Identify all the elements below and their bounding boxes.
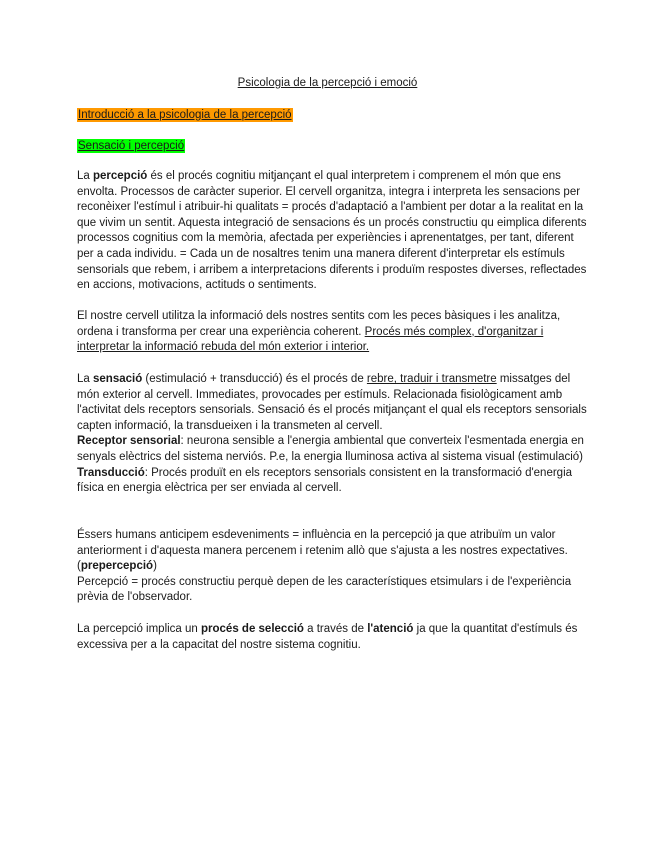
text-run: (estimulació + transducció) és el procés de	[142, 373, 367, 385]
text-run: missatges del món exterior al cervell. Immediates, provocades per estímuls. Relacionada fisiològicament amb l'activitat dels receptors sensorials. Sensació és el procés mitjançant el qual els receptors sensorials capten informació, la transdueixen i la transmeten al cervell.	[77, 373, 587, 432]
text-run: ja que la quantitat d'estímuls és excessiva per a la capacitat del nostre sistema cognitiu.	[77, 623, 578, 651]
heading-introduction: Introducció a la psicologia de la percepció	[78, 109, 292, 121]
paragraph-selection	[77, 622, 587, 653]
paragraph-perception	[77, 169, 587, 294]
underlined-text: rebre, traduir i transmetre	[366, 373, 497, 385]
text-run: és el procés cognitiu mitjançant el qual interpretem i comprenem el món que ens envolta. Processos de caràcter superior. El cervell organitza, integra i interpreta les sensacions per reconèixer l'estímul i atribuir-hi qualitats = procés d'adaptació a l'ambient per dotar a la realitat en la que vivim un sentit. Aquesta integració de sensacions és un procés constructiu qu eimplica diferents processos cognitius com la memòria, afectada per experiències i aprenentatges, per tant, diferent per a cada individu. = Cada un de nosaltres tenim una manera diferent d'interpretar els estímuls sensorials que rebem, i arribem a interpretacions diferents i produïm respostes diverses, reflectades en accions, motivacions, actituds o sentiments.	[77, 170, 587, 292]
text-run: Percepció = procés constructiu perquè depen de les característiques etsimulars i de l'experiència prèvia de l'observador.	[77, 575, 572, 604]
document-title: Psicologia de la percepció i emoció	[237, 77, 418, 89]
paragraph-anticipation	[77, 528, 587, 606]
text-run: El nostre cervell utilitza la informació dels nostres sentits com les peces bàsiques i les analitza, ordena i transforma per crear una experiència coherent.	[77, 310, 561, 338]
bold-term-percepcio: percepció	[93, 170, 148, 182]
bold-term-atencio: l'atenció	[367, 623, 414, 635]
text-run: )	[153, 560, 157, 573]
heading-sensation-perception: Sensació i percepció	[78, 140, 185, 152]
bold-term-transduccio: Transducció	[77, 466, 145, 479]
paragraph-brain	[77, 309, 587, 356]
bold-term-prepercepcio: prepercepció	[80, 560, 154, 573]
bold-term-receptor: Receptor sensorial	[77, 435, 181, 448]
text-run: La percepció implica un	[77, 623, 202, 635]
text-run: : Procés produït en els receptors sensorials consistent en la transformació d'energia física en energia elèctrica per ser enviada al cervell.	[77, 466, 573, 495]
text-run: La	[77, 170, 93, 182]
bold-term-sensacio: sensació	[93, 373, 143, 385]
bold-term-seleccio: procés de selecció	[201, 623, 304, 635]
text-run: : neurona sensible a l'energia ambiental que converteix l'esmentada energia en senyals elèctrics del sistema nerviós. P.e, la energia lluminosa activa al sistema visual (estimulació)	[77, 435, 584, 463]
underlined-text: Procés més complex, d'organitzar i interpretar la informació rebuda del món exterior i interior.	[77, 325, 544, 354]
text-run: a través de	[303, 623, 368, 635]
text-run: Éssers humans anticipem esdeveniments = influència en la percepció ja que atribuïm un valor anteriorment i d'aquesta manera percenem i retenim allò que s'ajusta a les nostres expectatives. (	[77, 529, 568, 573]
text-run: La	[77, 373, 93, 385]
paragraph-sensation	[77, 372, 587, 497]
